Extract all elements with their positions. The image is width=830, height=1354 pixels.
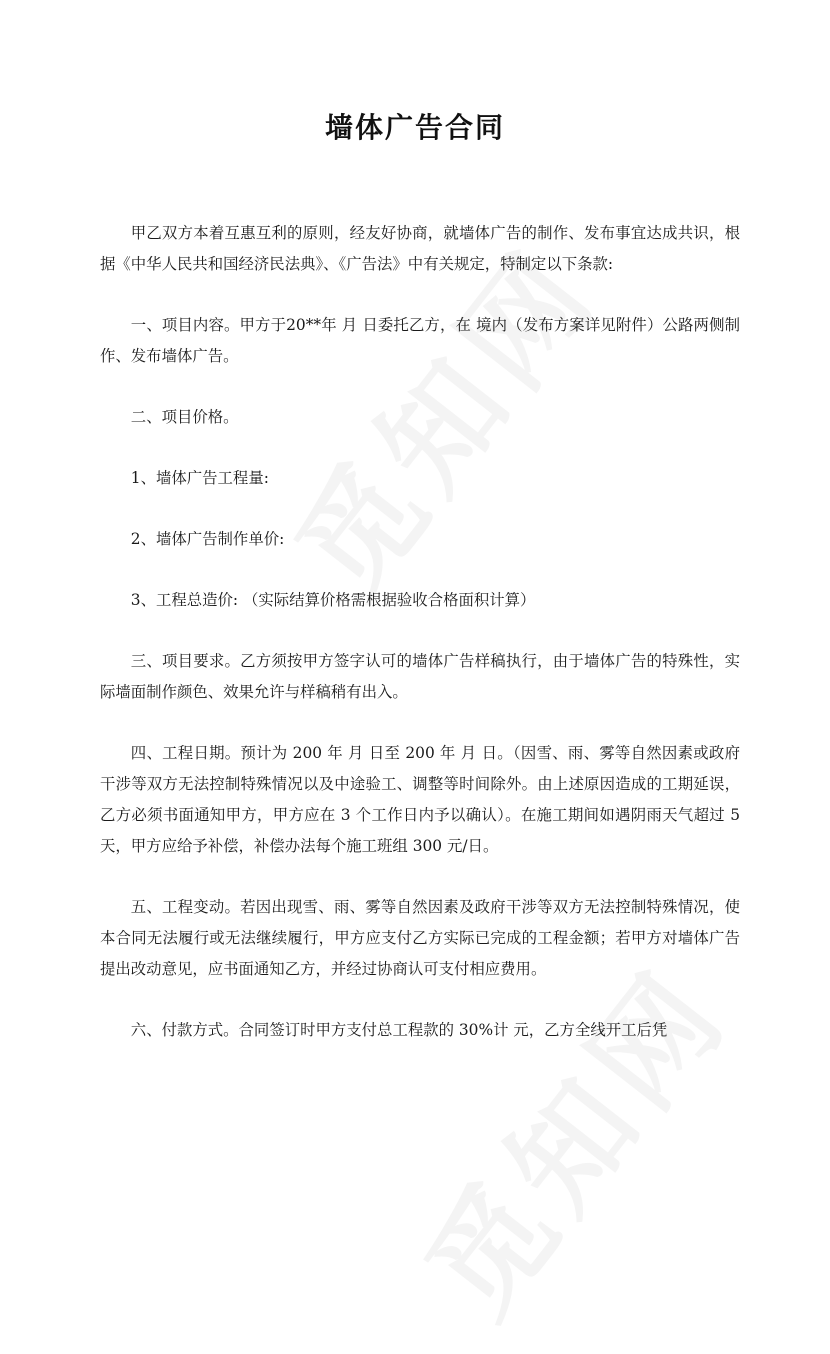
paragraph-changes: 五、工程变动。若因出现雪、雨、雾等自然因素及政府干涉等双方无法控制特殊情况，使本合同无法履行或无法继续履行，甲方应支付乙方实际已完成的工程金额；若甲方对墙体广告提出改动意见，应书面通知乙方，并经过协商认可支付相应费用。 xyxy=(100,898,740,978)
paragraph-project-price: 二、项目价格。 xyxy=(130,408,239,426)
document-title: 墙体广告合同 xyxy=(324,111,505,144)
paragraph-payment: 六、付款方式。合同签订时甲方支付总工程款的 30%计 元，乙方全线开工后凭 xyxy=(130,1021,668,1039)
paragraph-unit-price: 2、墙体广告制作单价: xyxy=(130,530,285,548)
document-body xyxy=(100,218,740,1076)
paragraph-project-requirements: 三、项目要求。乙方须按甲方签字认可的墙体广告样稿执行，由于墙体广告的特殊性，实际墙面制作颜色、效果允许与样稿稍有出入。 xyxy=(100,652,740,701)
paragraph-project-content: 一、项目内容。甲方于20**年 月 日委托乙方，在 境内（发布方案详见附件）公路两侧制作、发布墙体广告。 xyxy=(100,316,740,365)
paragraph-quantity: 1、墙体广告工程量: xyxy=(130,469,269,487)
paragraph-total-cost: 3、工程总造价: （实际结算价格需根据验收合格面积计算） xyxy=(130,591,536,609)
paragraph-preamble: 甲乙双方本着互惠互利的原则，经友好协商，就墙体广告的制作、发布事宜达成共识，根据《中华人民共和国经济民法典》、《广告法》中有关规定，特制定以下条款: xyxy=(100,224,740,273)
paragraph-schedule: 四、工程日期。预计为 200 年 月 日至 200 年 月 日。（因雪、雨、雾等自然因素或政府干涉等双方无法控制特殊情况以及中途验工、调整等时间除外。由上述原因造成的工期延误，乙方必须书面通知甲方，甲方应在 3 个工作日内予以确认）。在施工期间如遇阴雨天气超过 5 天，甲方应给予补偿，补偿办法每个施工班组 300 元/日。 xyxy=(100,744,740,855)
